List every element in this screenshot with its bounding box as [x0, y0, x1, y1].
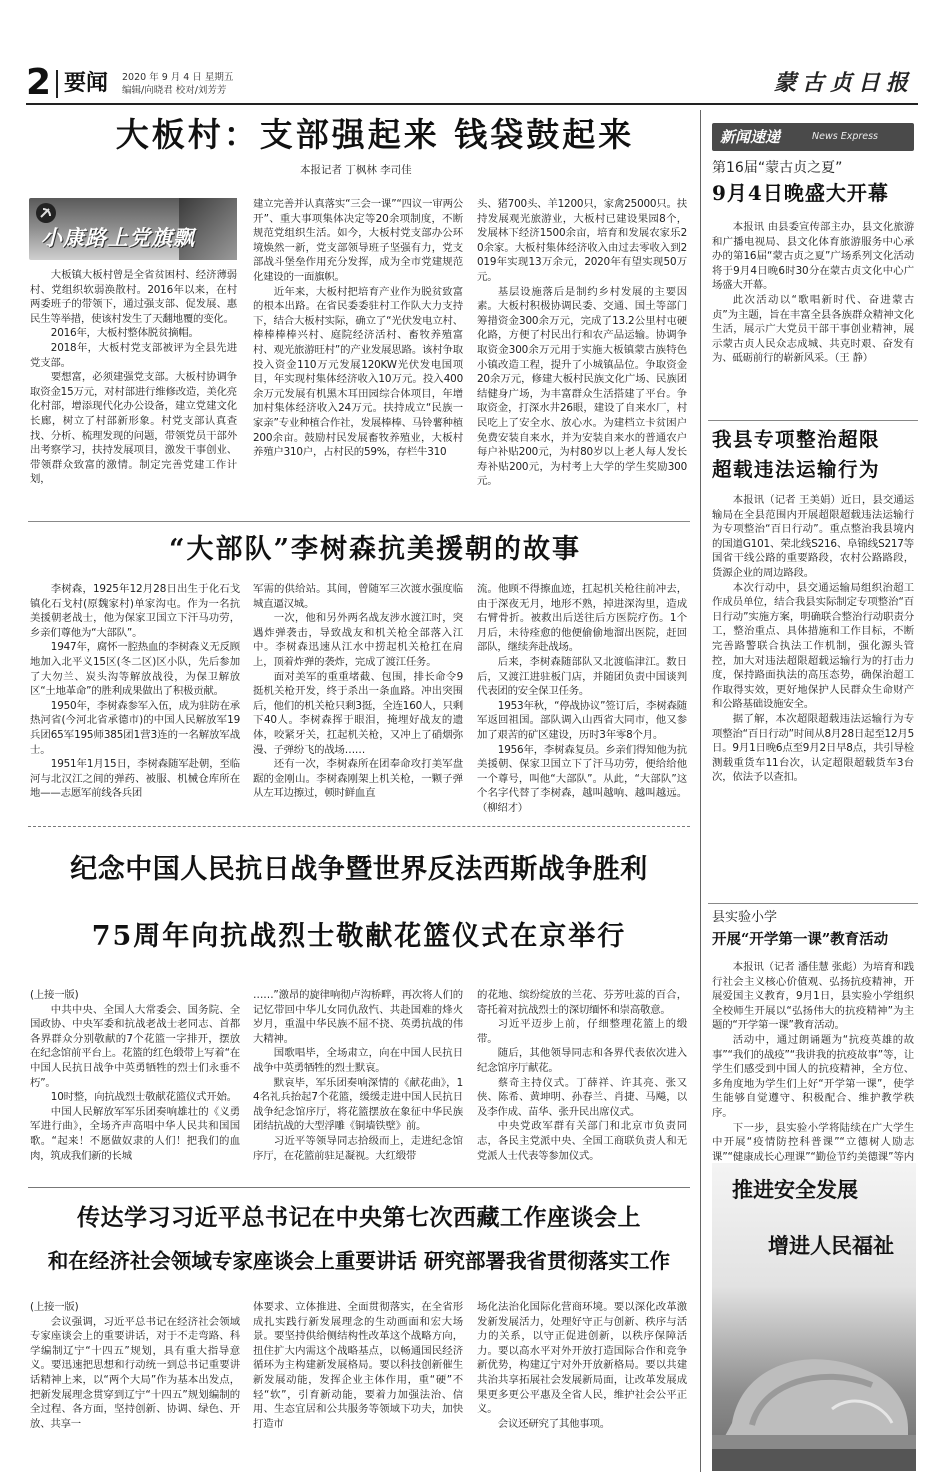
article3-col3 [477, 988, 687, 1180]
header-rule [26, 103, 918, 105]
article1-col1-p4: 要想富，必须建强党支部。大板村协调争取资金15万元，对村部进行维修改造，美化亮化村部，增添现代化办公设备，建立党建文化长廊，树立了村部新形象。村党支部认真查找、分析、梳理发现的问题，带领党员干部外出考察学习，扶持发展项目，激发干事创业、带领群众致富的激情。制定完善党建工作计划， [30, 371, 237, 486]
editor-line: 编辑/向晓君 校对/刘芳芳 [122, 85, 227, 96]
header-divider [56, 70, 58, 98]
article1-col3 [477, 197, 687, 515]
sidebar-item1-title2: 9月4日晚盛大开幕 [712, 181, 889, 205]
article4-col3-p1: 场化法治化国际化营商环境。要以深化改革激发新发展活力，处理好守正与创新、秩序与活力的关系，以守正促进创新，以秩序保障活力。要以高水平对外开放打造国际合作和竞争新优势，构建辽宁对外开放新格局。要以共建共治共享拓展社会发展新局面，让改革发展成果更多更公平惠及全省人民，维护社会公平正义。 [477, 1301, 687, 1416]
sidebar-item1-p1: 本报讯 由县委宣传部主办，县文化旅游和广播电视局、县文化体育旅游服务中心承办的第16届“蒙古贞之夏”广场系列文化活动将于9月4日晚6时30分在蒙古贞文化中心广场盛大开幕。 [712, 221, 914, 292]
page-number: 2 [26, 62, 52, 103]
article3-col3-p1: 的花地、缤纷绽放的兰花、芬芳吐蕊的百合，寄托着对抗战烈士的深切缅怀和崇高敬意。 [477, 989, 687, 1016]
article3-col1-p2: 中共中央、全国人大常委会、国务院、全国政协、中央军委和抗战老战士老同志、首都各界群众分别敬献的7个花篮一字排开，摆放在纪念馆前平台上。花篮的红色缎带上写着“在中国人民抗日战争中英勇牺牲的烈士们永垂不朽”。 [30, 1003, 240, 1089]
sidebar-divider [700, 110, 701, 1472]
sidebar-item3 [712, 908, 914, 1163]
article2-col1 [30, 582, 240, 818]
sidebar-item2-p1: 本报讯（记者 王美娟）近日，县交通运输局在全县范围内开展超限超载违法运输行为专项整治“百日行动”。重点整治我县境内的国道G101、荣北线S216、阜锦线S217等国省干线公路的重要路段，农村公路路段，货源企业的周边路段。 [712, 494, 914, 579]
article1-col1-p1: 大板镇大板村曾是全省贫困村、经济薄弱村、党组织软弱涣散村。2016年以来，在村两委班子的带领下，通过强支部、促发展、惠民生等举措，使该村发生了天翻地覆的变化。 [30, 269, 237, 325]
article4-title-line1: 传达学习习近平总书记在中央第七次西藏工作座谈会上 [77, 1204, 641, 1231]
page-header [26, 62, 916, 103]
sidebar-item3-p2: 活动中，通过朗诵题为“抗疫英雄的故事”“我们的战疫”“我讲我的抗疫故事”等，让学生们感受到中国人的抗疫精神，全方位、多角度地为学生们上好“开学第一课”，使学生能够自觉遵守、积极配合、维护教学秩序。 [712, 1033, 914, 1119]
article3-title-line1: 纪念中国人民抗日战争暨世界反法西斯战争胜利 [70, 854, 648, 885]
article2-col3-p2: 后来，李树森随部队又北渡临津江。数日后，又渡江进驻板门店，并随团负责中国谈判代表团的安全保卫任务。 [477, 655, 687, 698]
sidebar-item3-title1: 县实验小学 [712, 910, 778, 925]
article3-col2-p4: 习近平等领导同志拾级而上，走进纪念馆序厅，在花篮前驻足凝视。大红缎带 [253, 1134, 463, 1162]
article2-col2-p4: 还有一次，李树森所在团奉命攻打美军盘踞的金刚山。李树森刚架上机关枪，一颗子弹从左耳边擦过，顿时鲜血直 [253, 758, 463, 800]
article1-col3-p1: 头、猪700头、羊1200只，家禽25000只。扶持发展观光旅游业，大板村已建设果园8个，发展林下经济1500余亩，培育和发展农家乐20余家。大板村集体经济收入由过去零收入到2019年实现13万余元，2020年有望实现50万元。 [477, 198, 687, 283]
article2-col1-p4: 1951年1月15日，李树森随军赴朝，至临河与北汉江之间的弹药、被服、机械仓库所在地——志愿军前线各兵团 [30, 758, 240, 800]
article3-col2-p3: 默哀毕，军乐团奏响深情的《献花曲》，14名礼兵抬起7个花篮，缓缓走进中国人民抗日战争纪念馆序厅，将花篮摆放在象征中华民族团结抗战的大型浮雕《铜墙铁壁》前。 [253, 1076, 463, 1133]
article4-col1-p1: (上接一版) [30, 1301, 79, 1313]
news-express-en: News Express [812, 131, 878, 142]
sidebar-item1 [712, 158, 914, 366]
article2-col1-p3: 1950年，李树森参军入伍，成为驻防在承热河省(今河北省承德市)的中国人民解放军19兵团65军195师385团1营3连的一名解放军战士。 [30, 699, 240, 756]
article4-col2 [253, 1300, 463, 1472]
sidebar-item2-p3: 据了解，本次超限超载违法运输行为专项整治“百日行动”时间从8月28日起至12月5日。9月1日晚6点至9月2日早8点，共引导检测载重货车11台次，认定超限超载货车3台次，依法予以查扣。 [712, 712, 914, 784]
article1-col1 [30, 268, 237, 514]
sidebar-item3-p3: 下一步，县实验小学将陆续在广大学生中开展“疫情防控科普课”“立德树人励志课”“健康成长心理课”“勤俭节约美德课”等内 [712, 1121, 914, 1163]
paper-name: 蒙古贞日报 [773, 70, 914, 96]
article3-col3-p2: 习近平迈步上前，仔细整理花篮上的缎带。 [477, 1018, 687, 1045]
article1-col1-p3: 2018年，大板村党支部被评为全县先进党支部。 [30, 341, 237, 369]
article2-col2-p1: 军需的供给站。其间，曾随军三次渡水强度临城直逼汉城。 [253, 583, 463, 610]
article3-col3-p4: 蔡奇主持仪式。丁薛祥、许其亮、张又侠、陈希、黄坤明、孙春兰、肖捷、马飚，以及李作成、苗华、张升民出席仪式。 [477, 1076, 687, 1118]
article3-col3-p3: 随后，其他领导同志和各界代表依次进入纪念馆序厅献花。 [477, 1047, 687, 1074]
section-name: 要闻 [64, 71, 109, 96]
sidebar-item1-p2: 此次活动以“歌唱新时代、奋进蒙古贞”为主题，旨在丰富全县各族群众精神文化生活，展示广大党员干部干事创业精神，展示蒙古贞人民众志成城、共克时艰、奋发有为、砥砺前行的崭新风采。（王 静） [712, 293, 914, 365]
sidebar-rule1 [708, 420, 918, 421]
article3-col3-p5: 中央党政军群有关部门和北京市负责同志，各民主党派中央、全国工商联负责人和无党派人士代表等参加仪式。 [477, 1120, 687, 1162]
article2-col2 [253, 582, 463, 818]
safety-ad-image [712, 1163, 916, 1471]
article1-title: 大板村：支部强起来 钱袋鼓起来 [115, 115, 635, 154]
sidebar-item2 [712, 425, 914, 899]
hardhat-illustration-icon [712, 1313, 916, 1471]
article2-col2-p2: 一次，他和另外两名战友涉水渡江时，突遇炸弹袭击，导致战友和机关枪全部落入江中。李树森迅速从江水中捞起机关枪扛在肩上，顶着炸弹的袭炸，完成了渡江任务。 [253, 612, 463, 668]
article3-col2-p2: 国歌唱毕，全场肃立，向在中国人民抗日战争中英勇牺牲的烈士默哀。 [253, 1047, 463, 1074]
article3-col1-p1: (上接一版) [30, 989, 79, 1001]
article4-col3 [477, 1300, 687, 1472]
article2-rule [28, 826, 690, 827]
article3-col1-p3: 10时整，向抗战烈士敬献花篮仪式开始。 [50, 1091, 237, 1104]
article4-col1 [30, 1300, 240, 1472]
sidebar-item1-title1: 第16届“蒙古贞之夏” [712, 160, 843, 176]
article3-col2-p1: ……”激昂的旋律响彻卢沟桥畔，再次将人们的记忆带回中华儿女同仇敌忾、共赴国难的烽火岁月，重温中华民族不屈不挠、英勇抗战的伟大精神。 [253, 989, 463, 1045]
ad-slogan-line1: 推进安全发展 [732, 1177, 858, 1202]
article4-col1-p2: 会议强调，习近平总书记在经济社会领域专家座谈会上的重要讲话，对于不走弯路、科学编制辽宁“十四五”规划，具有重大指导意义。要迅速把思想和行动统一到总书记重要讲话精神上来，以“两个大局”作为基本出发点，把新发展理念贯穿到辽宁“十四五”规划编制的全过程、各方面，坚持创新、协调、绿色、开放、共享一 [30, 1315, 240, 1430]
article3-rule [28, 1187, 690, 1188]
article2-col3-p1: 流。他顾不得擦血迹，扛起机关枪往前冲去，由于深夜无月，地形不熟，掉进深沟里，造成右臂骨折。被救出后送往后方医院疗伤。1个月后，未待痊愈的他便偷偷地溜出医院，赶回部队，继续奔赴战场。 [477, 583, 687, 654]
sidebar-item2-title2: 超载违法运输行为 [712, 458, 881, 481]
article2-col1-p2: 1947年，腐怀一腔热血的李树森义无反顾地加入北平义15区(冬二区)区小队，先后参加了大勿兰、炭头沟等解放战役，为保卫解放区“土地革命”的胜利成果做出了积极贡献。 [30, 641, 240, 698]
article1-col2 [253, 197, 463, 515]
party-emblem-icon [35, 202, 57, 224]
article2-col3-p4: 1956年，李树森复员。乡亲们得知他为抗美援朝、保家卫国立下了汗马功劳，便给给他一个尊号，叫他“大部队”。从此，“大部队”这个名字代替了李树森，越叫越响、越叫越远。（柳绍才） [477, 743, 687, 814]
banner-text: 小康路上党旗飘 [41, 225, 195, 250]
article1-col2-p2: 近年来，大板村把培育产业作为脱贫致富的根本出路。在省民委委驻村工作队大力支持下，结合大板村实际，确立了“光伏发电立村、棒棒棒棒兴村、庭院经济活村、畜牧养殖富村、观光旅游旺村”的产业发展思路。该村争取投入资金110万元发展120KW光伏发电国项目，年实现村集体经济收入10万元。投入400余万元发展有机黑木耳田园综合体项目，年增加村集体经济收入24万元。扶持成立“民族一家亲”专业种植合作社，发展棒棒、马铃薯种植200余亩。鼓励村民发展畜牧养殖业，大板村养殖户310户，占村民的59%，存栏牛310 [253, 285, 463, 459]
article4-col3-p2: 会议还研究了其他事项。 [497, 1417, 610, 1430]
article2-col3 [477, 582, 687, 818]
article1-rule [28, 521, 690, 522]
issue-date: 2020 年 9 月 4 日 星期五 [122, 72, 234, 83]
sidebar-item2-title1: 我县专项整治超限 [712, 428, 881, 451]
article3-title-line2: 75周年向抗战烈士敬献花篮仪式在京举行 [91, 921, 627, 952]
article1-byline: 本报记者 丁枫林 李司佳 [300, 164, 412, 176]
article2-col3-p3: 1953年秋，“停战协议”签订后，李树森随军返回祖国。部队调入山西省大同市，他又参加了艰苦的矿区建设，历时3年零8个月。 [477, 699, 687, 741]
article2-title: “大部队”李树森抗美援朝的故事 [168, 534, 582, 565]
article3-col2 [253, 988, 463, 1180]
article4-col2-p1: 体要求、立体推进、全面贯彻落实，在全省形成扎实践行新发展理念的生动画面和宏大场景。要坚持供给侧结构性改革这个战略方向，扭住扩大内需这个战略基点，以畅通国民经济循环为主构建新发展格局。要以科技创新催生新发展动能，发挥企业主体作用，重“硬”不轻“软”，引育新动能，要着力加强法治、信用、生态宜居和公共服务等领域下功夫，加快打造市 [253, 1301, 463, 1430]
party-banner [29, 198, 237, 260]
article3-col1 [30, 988, 240, 1180]
ad-slogan-line2: 增进人民福祉 [768, 1233, 894, 1258]
news-express-banner [712, 123, 914, 151]
article4-title-line2: 和在经济社会领域专家座谈会上重要讲话 研究部署我省贯彻落实工作 [47, 1249, 671, 1273]
article1-col3-p2: 基层设施落后是制约乡村发展的主要因素。大板村积极协调民委、交通、国土等部门筹措资金300余万元，完成了13.2公里村屯硬化路，方便了村民出行和农产品运输。协调争取资金300余万元用于实施大板镇蒙古族特色小镇改造工程，提升了小城镇品位。争取资金20余万元，修建大板村民族文化广场、民族团结健身广场，为丰富群众生活搭建了平台。争取资金，打深水井26眼，建设了自来水厂，村民吃上了安全水、放心水。为建档立卡贫困户免费安装自来水，并为安装自来水的普通农户每户补贴200元，为村80岁以上老人每人发长寿补贴200元，为村考上大学的学生奖励300元。 [477, 285, 687, 488]
article2-col1-p1: 李树森，1925年12月28日出生于化石戈镇化石戈村(原魏家村)单家沟屯。作为一名抗美援朝老战士，他为保家卫国立下汗马功劳，乡亲们尊他为“大部队”。 [30, 583, 240, 639]
sidebar-item2-p2: 本次行动中，县交通运输局组织治超工作成员单位，结合我县实际制定专项整治“百日行动”实施方案，明确联合整治行动职责分工，整治重点、具体措施和工作目标，不断完善路警联合执法工作机制，强化源头管控，加大对违法超限超载运输行为的打击力度，保持路面执法的高压态势，确保治超工作取得实效，更好地保护人民群众生命财产和公路基础设施安全。 [712, 581, 914, 711]
article2-col2-p3: 面对美军的重重堵截、包围，排长命令9挺机关枪开发，终于杀出一条血路。冲出突围后，他们的机关枪只剩3挺，全连160人，只剩下40人。李树森挥于眼泪，掩埋好战友的遗体，咬紧牙关，扛起机关枪，又冲上了硝烟弥漫、子弹纷飞的战场…… [253, 670, 463, 756]
news-express-label: 新闻速递 [720, 128, 781, 146]
article1-col1-p2: 2016年，大板村整体脱贫摘帽。 [50, 327, 199, 340]
sidebar-item3-title2: 开展“开学第一课”教育活动 [712, 931, 889, 948]
article1-col2-p1: 建立完善并认真落实“三会一课”“四议一审两公开”、重大事项集体决定等20余项制度，不断规范党组织生活。如今，大板村党支部办公环境焕然一新，党支部领导班子坚强有力，党支部战斗堡垒作用充分发挥，成为全市党建规范化建设的一面旗帜。 [253, 198, 463, 283]
sidebar-item3-p1: 本报讯（记者 潘佳慧 张彪）为培育和践行社会主义核心价值观、弘扬抗疫精神，开展爱国主义教育，9月1日，县实验小学组织全校师生开展以“弘扬伟大的抗疫精神”为主题的“开学第一课”教育活动。 [712, 961, 914, 1032]
article3-col1-p4: 中国人民解放军军乐团奏响雄壮的《义勇军进行曲》，全场齐声高唱中华人民共和国国歌。“起来！不愿做奴隶的人们！把我们的血肉，筑成我们新的长城 [30, 1105, 240, 1162]
sidebar-rule2 [708, 903, 918, 904]
